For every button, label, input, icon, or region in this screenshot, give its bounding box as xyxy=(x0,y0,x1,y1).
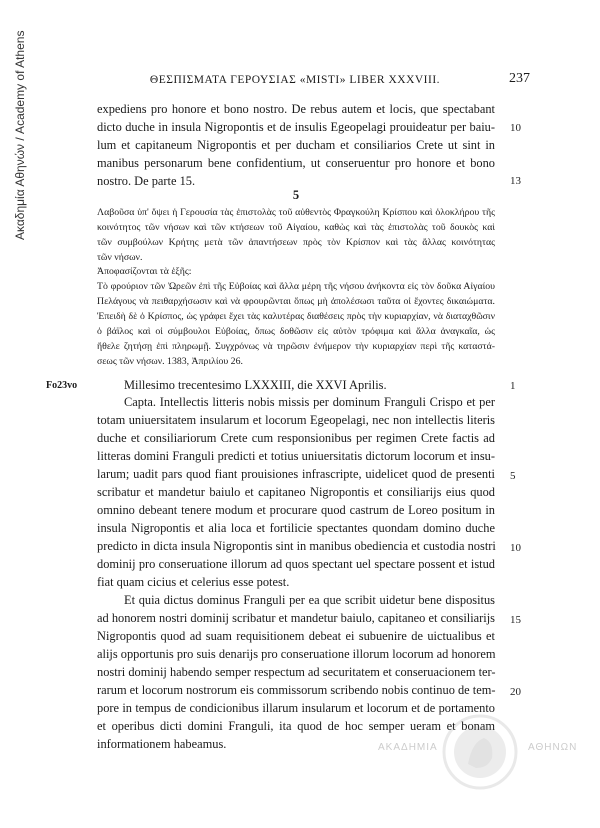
text-line: et operibus dicti domini Franguli, ita quod de hoc semper ueram et bonam xyxy=(97,719,495,733)
greek-decision-line: Τὸ φρούριον τῶν Ὠρεῶν ἐπὶ τῆς Εὐβοίας καὶ ἄλλα μέρη τῆς νήσου ἀνήκοντα εἰς τὸν δοῦκα Αἰγαίου xyxy=(97,281,495,292)
text-line: insula Nigropontis et alia loca et fortilicie spectantes quondam domino duche xyxy=(97,521,495,535)
line-number: 1 xyxy=(510,380,516,392)
line-number: 10 xyxy=(510,542,521,554)
text-line: pore in tempus de condicionibus illarum insularum et locorum et de portamento xyxy=(97,701,495,715)
text-line: Nigropontis quod ad suam requisitionem debeat ei subuenire de uictualibus et xyxy=(97,629,495,643)
greek-decision-line: Πελάγους νὰ πειθαρχήσωσιν καὶ νὰ φρουρῶνται ὅπως μὴ ἀπολέσωσι ταῦτα οἱ ἔχοντες δικαιώματα. xyxy=(97,296,495,307)
text-line: ad honorem nostri dominij scribatur et mandetur baiulo, capitaneo et consiliarijs xyxy=(97,611,495,625)
archive-side-label: Ακαδημία Αθηνών / Academy of Athens xyxy=(13,30,27,240)
line-number: 15 xyxy=(510,614,521,626)
watermark-text-left: ΑΚΑΔΗΜΙΑ xyxy=(378,742,438,753)
text-line: omnino debeant tenere modum et procurare quod castrum de Loreo positum in xyxy=(97,503,495,517)
greek-summary-line: τῶν νήσων. xyxy=(97,252,143,263)
text-line: litteras domini Franguli predicti et totius uniuersitatis dictorum locorum et insu- xyxy=(97,449,495,463)
academy-seal-watermark xyxy=(440,712,520,792)
greek-summary-line: τῶν συμβούλων Κρήτης μετὰ τῶν ἀπαντήσεων πρὸς τὸν Κρίσπον καὶ τὰς ἄλλας κοινότητας xyxy=(97,237,495,248)
document-number: 5 xyxy=(292,188,300,202)
greek-decision-intro: Ἀποφασίζονται τὰ ἑξῆς: xyxy=(97,266,192,277)
text-line: alijs opportunis pro suis denarijs pro conseruatione illorum locorum ad honorem xyxy=(97,647,496,661)
text-line: expediens pro honore et bono nostro. De rebus autem et locis, que spectabant xyxy=(97,102,495,116)
text-line: nostri dominij habendo semper respectum ad securitatem et conseruacionem ter- xyxy=(97,665,496,679)
text-line: dominij pro conseruatione illorum ad quos spectant uel spectare possent et istud xyxy=(97,557,495,571)
text-line: totam uniuersitatem insularum et locorum Egeopelagi, nec non intellectis literis xyxy=(97,413,495,427)
text-line: scribatur et mandetur baiulo et capitaneo Nigropontis et consiliarijs eius quod xyxy=(97,485,495,499)
line-number: 10 xyxy=(510,122,521,134)
greek-decision-line: ὁ βάϊλος καὶ οἱ σύμβουλοι Εὐβοίας, ὅπως δοθῶσιν εἰς αὐτὸν τρόφιμα καὶ ἄλλα ἀναγκαῖα, ὡς xyxy=(97,326,495,337)
text-line: nostro. De parte 15. xyxy=(97,174,196,188)
text-line: dicto duche in insula Nigropontis et de insulis Egeopelagi prouideatur per baiu- xyxy=(97,120,495,134)
text-line: duche et consiliariorum Crete cum responsionibus per regimen Crete factis ad xyxy=(97,431,495,445)
running-title: ΘΕΣΠΙΣΜΑΤΑ ΓΕΡΟΥΣΙΑΣ «MISTI» LIBER XXXVIII. xyxy=(149,74,441,86)
folio-note: Fo23vo xyxy=(46,380,78,391)
text-line: Et quia dictus dominus Franguli per ea que scribit uidetur bene dispositus xyxy=(124,593,495,607)
greek-decision-line: Ἐπειδὴ δὲ ὁ Κρίσπος, ὡς γράφει ἔχει τὰς καλυτέρας διαθέσεις πρὸς τὴν κυριαρχίαν, νὰ διαταχθῶσιν xyxy=(97,311,495,322)
date-line: Millesimo trecentesimo LXXXIII, die XXVI Aprilis. xyxy=(124,378,387,392)
watermark-text-right: ΑΘΗΝΩΝ xyxy=(528,742,578,753)
line-number: 20 xyxy=(510,686,521,698)
text-line: larum; uadit pars quod fiant prouisiones infrascripte, uidelicet quod de presenti xyxy=(97,467,495,481)
text-line: predicto in dicta insula Nigropontis sint in manibus obediencia et custodia nostri xyxy=(97,539,496,553)
line-number: 13 xyxy=(510,175,521,187)
text-line: fiat quam cicius et celerius esse potest. xyxy=(97,575,290,589)
text-line: manibus personarum bene confidentium, ut conseruentur pro honore et bono xyxy=(97,156,495,170)
page-number: 237 xyxy=(509,71,530,86)
greek-decision-line: ἤθελε ζητήσῃ ἐπὶ πληρωμῇ. Συγχρόνως νὰ τηρῶσιν ἐνήμερον τὴν κυριαρχίαν περὶ τῆς καταστά- xyxy=(97,341,495,352)
greek-summary-line: κοινότητος τῶν νήσων καὶ τῶν κτήσεων τοῦ Αἰγαίου, καθὼς καὶ τὰς ἐπιστολὰς τοῦ δουκὸς καὶ xyxy=(97,222,495,233)
text-line: Capta. Intellectis litteris nobis missis per dominum Franguli Crispo et per xyxy=(124,395,495,409)
text-line: lum et capitaneum Nigropontis et per ducham et consiliarios Crete ut sint in xyxy=(97,138,495,152)
greek-summary-line: Λαβοῦσα ὑπ' ὄψει ἡ Γερουσία τὰς ἐπιστολὰς τοῦ αὐθεντὸς Φραγκούλη Κρίσπου καὶ ὁλοκλήρου τῆς xyxy=(97,207,495,218)
line-number: 5 xyxy=(510,470,516,482)
text-line: informationem habeamus. xyxy=(97,737,227,751)
text-line: rarum et locorum nostrorum eis commissorum scribendo nobis continuo de tem- xyxy=(97,683,496,697)
greek-decision-line: σεως τῶν νήσων. 1383, Ἀπριλίου 26. xyxy=(97,356,243,367)
